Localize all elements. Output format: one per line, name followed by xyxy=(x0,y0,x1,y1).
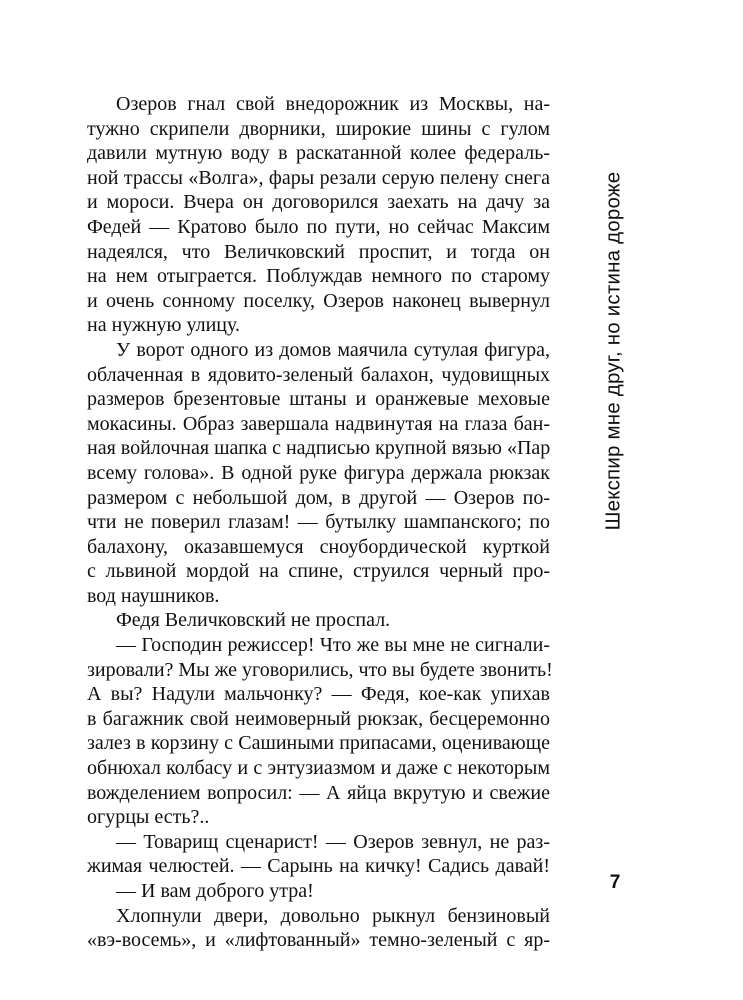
text-line: и мороси. Вчера он договорился заехать на дачу за xyxy=(87,191,550,214)
text-line: «вэ-восемь», и «лифтованный» темно-зеленый с яр- xyxy=(87,929,550,952)
text-line: — Господин режиссер! Что же вы мне не сигнали- xyxy=(116,634,550,657)
text-line: и очень сонному поселку, Озеров наконец вывернул xyxy=(87,289,550,312)
text-line: Озеров гнал свой внедорожник из Москвы, на- xyxy=(116,93,550,115)
text-line: Хлопнули двери, довольно рыкнул бензиновый xyxy=(116,904,550,927)
text-line: балахону, оказавшемуся сноубордической курткой xyxy=(87,535,550,558)
text-line: У ворот одного из домов маячила сутулая фигура, xyxy=(116,338,550,361)
text-line: ная войлочная шапка с надписью крупной вязью «Пар xyxy=(87,437,551,460)
text-line: размером с небольшой дом, в другой — Озеров по- xyxy=(87,486,550,509)
text-line: вожделением вопросил: — А яйца вкрутую и свежие xyxy=(87,781,550,804)
text-line: Федя Величковский не проспал. xyxy=(116,609,391,632)
body-text xyxy=(87,92,553,953)
text-line: надеялся, что Величковский проспит, и тогда он xyxy=(87,240,550,263)
text-line: зировали? Мы же уговорились, что вы будете звонить! xyxy=(87,658,553,681)
text-line: чти не поверил глазам! — бутылку шампанского; по xyxy=(87,511,550,534)
text-line: залез в корзину с Сашиными припасами, оценивающе xyxy=(87,732,550,755)
running-head-text: Шекспир мне друг, но истина дороже xyxy=(601,171,624,531)
text-line: с львиной мордой на спине, струился черный про- xyxy=(87,560,550,583)
text-line: в багажник свой неимоверный рюкзак, бесцеремонно xyxy=(87,707,550,730)
text-line: облаченная в ядовито-зеленый балахон, чудовищных xyxy=(87,363,550,386)
text-line: давили мутную воду в раскатанной колее федераль- xyxy=(87,142,550,165)
text-line: тужно скрипели дворники, широкие шины с гулом xyxy=(87,117,550,140)
text-line: на нем отыграется. Поблуждав немного по старому xyxy=(87,265,550,288)
text-line: вод наушников. xyxy=(87,584,220,607)
text-line: ной трассы «Волга», фары резали серую пелену снега xyxy=(87,166,550,189)
text-line: — Товарищ сценарист! — Озеров зевнул, не раз- xyxy=(116,830,550,853)
text-line: А вы? Надули мальчонку? — Федя, кое-как упихав xyxy=(87,683,550,706)
text-line: размеров брезентовые штаны и оранжевые меховые xyxy=(87,388,550,411)
text-line: всему голова». В одной руке фигура держала рюкзак xyxy=(87,461,550,484)
text-line: жимая челюстей. — Сарынь на кичку! Садись давай! xyxy=(87,855,550,878)
text-line: — И вам доброго утра! xyxy=(116,880,314,902)
text-line: мокасины. Образ завершала надвинутая на глаза бан- xyxy=(87,412,550,435)
text-line: Федей — Кратово было по пути, но сейчас Максим xyxy=(87,215,550,238)
text-line: обнюхал колбасу и с энтузиазмом и даже с некоторым xyxy=(87,757,550,780)
running-head xyxy=(594,93,632,609)
page-number: 7 xyxy=(609,872,621,893)
text-line: огурцы есть?.. xyxy=(87,806,210,829)
text-line: на нужную улицу. xyxy=(87,314,240,337)
